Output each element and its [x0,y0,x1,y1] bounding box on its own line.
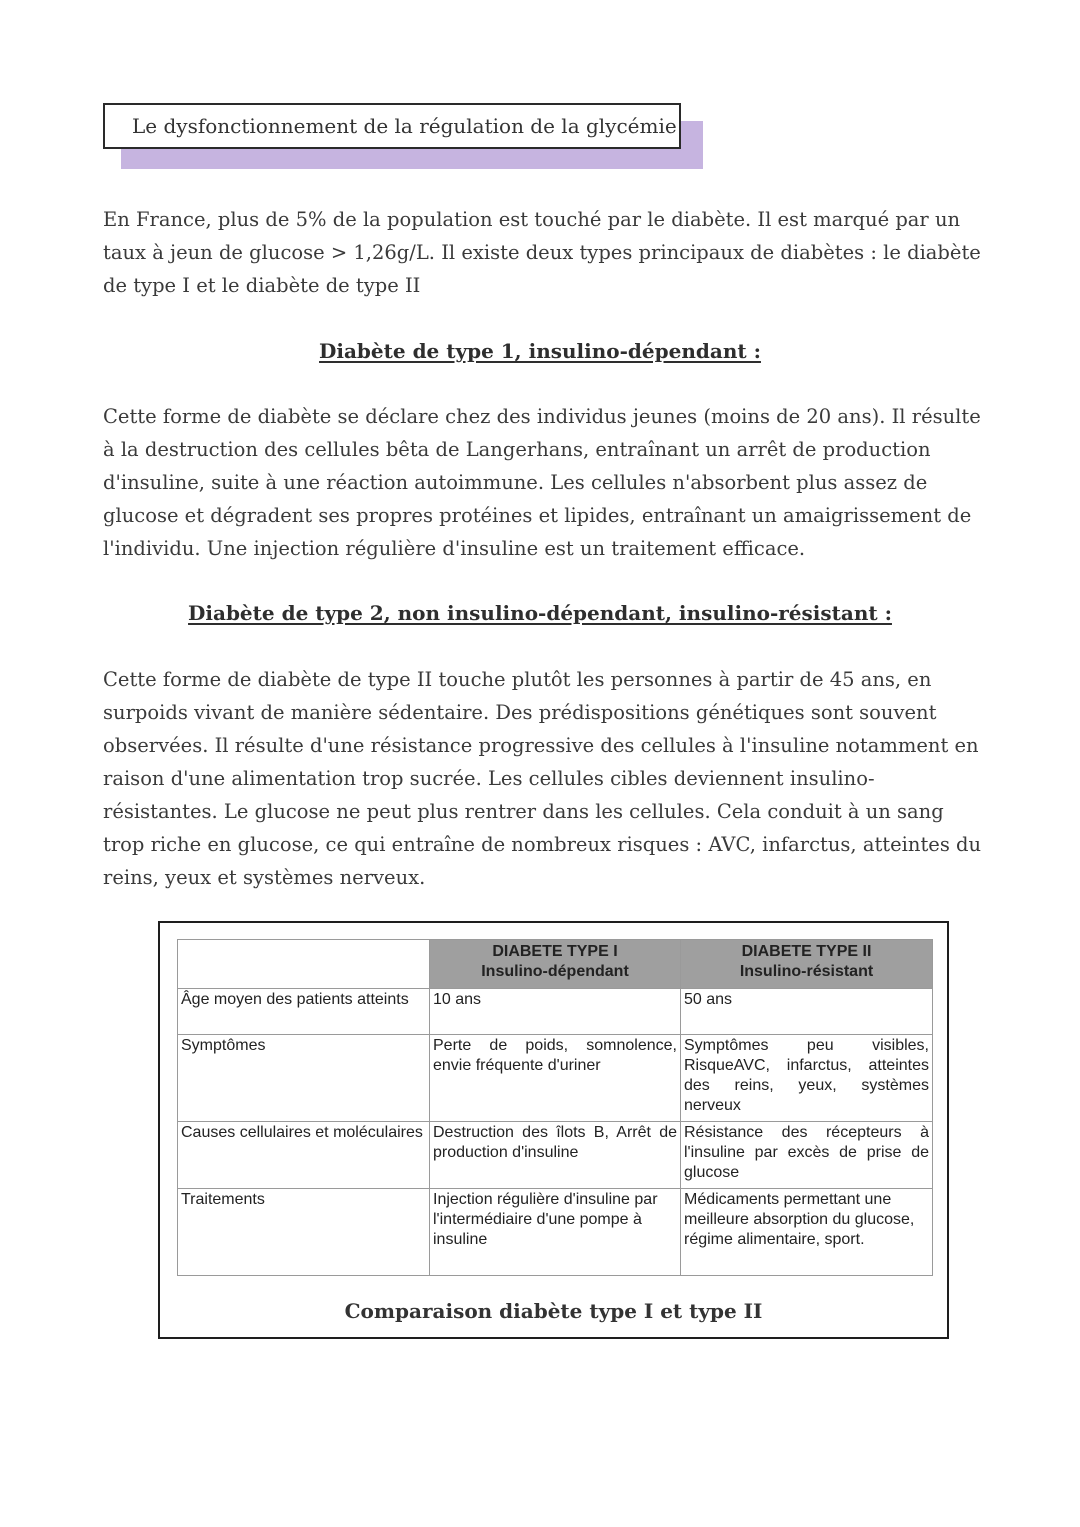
row-label: Causes cellulaires et moléculaires [178,1122,430,1189]
row-label: Symptômes [178,1035,430,1122]
table-caption: Comparaison diabète type I et type II [344,1299,763,1323]
type1-cell: Perte de poids, somnolence, envie fréquente d'uriner [430,1035,681,1122]
page-title-text: Le dysfonctionnement de la régulation de la glycémie [132,114,677,138]
type1-header-subtitle: Insulino-dépendant [481,963,629,980]
type1-paragraph: Cette forme de diabète se déclare chez des individus jeunes (moins de 20 ans). Il résulte à la destruction des cellules bêta de Langerhans, entraînant un arrêt de production d'insuline, suite à une réaction autoimmune. Les cellules n'absorbent plus assez de glucose et dégradent ses propres protéines et lipides, entraînant un amaigrissement de l'individu. Une injection régulière d'insuline est un traitement efficace. [103,405,981,560]
comparison-figure [158,921,949,1339]
type2-cell: 50 ans [681,989,933,1035]
page-title [103,103,681,149]
type1-cell: 10 ans [430,989,681,1035]
table-header-type1 [430,940,681,989]
type1-cell: Injection régulière d'insuline par l'intermédiaire d'une pompe à insuline [430,1189,681,1276]
table-row [178,989,933,1035]
type2-cell: Résistance des récepteurs à l'insuline par excès de prise de glucose [681,1122,933,1189]
type2-header-subtitle: Insulino-résistant [739,963,874,980]
table-row [178,1189,933,1276]
comparison-table [177,939,933,1276]
table-row [178,1122,933,1189]
table-header-row [178,940,933,989]
intro-paragraph: En France, plus de 5% de la population est touché par le diabète. Il est marqué par un taux à jeun de glucose > 1,26g/L. Il existe deux types principaux de diabètes : le diabète de type I et le diabète de type II [103,208,981,297]
type2-cell: Symptômes peu visibles, RisqueAVC, infarctus, atteintes des reins, yeux, systèmes nerveux [681,1035,933,1122]
type1-header-title: DIABETE TYPE I [492,943,618,960]
table-header-blank [178,940,430,989]
type1-cell: Destruction des îlots B, Arrêt de production d'insuline [430,1122,681,1189]
type2-heading: Diabète de type 2, non insulino-dépendant, insulino-résistant : [188,601,892,625]
row-label: Traitements [178,1189,430,1276]
table-row [178,1035,933,1122]
type2-paragraph: Cette forme de diabète de type II touche plutôt les personnes à partir de 45 ans, en surpoids vivant de manière sédentaire. Des prédispositions génétiques sont souvent observées. Il résulte d'une résistance progressive des cellules à l'insuline notamment en raison d'une alimentation trop sucrée. Les cellules cibles deviennent insulino-résistantes. Le glucose ne peut plus rentrer dans les cellules. Cela conduit à un sang trop riche en glucose, ce qui entraîne de nombreux risques : AVC, infarctus, atteintes du reins, yeux et systèmes nerveux. [103,668,982,889]
type2-cell: Médicaments permettant une meilleure absorption du glucose, régime alimentaire, sport. [681,1189,933,1276]
row-label: Âge moyen des patients atteints [178,989,430,1035]
type2-header-title: DIABETE TYPE II [741,943,872,960]
type1-heading: Diabète de type 1, insulino-dépendant : [319,339,761,363]
table-header-type2 [681,940,933,989]
